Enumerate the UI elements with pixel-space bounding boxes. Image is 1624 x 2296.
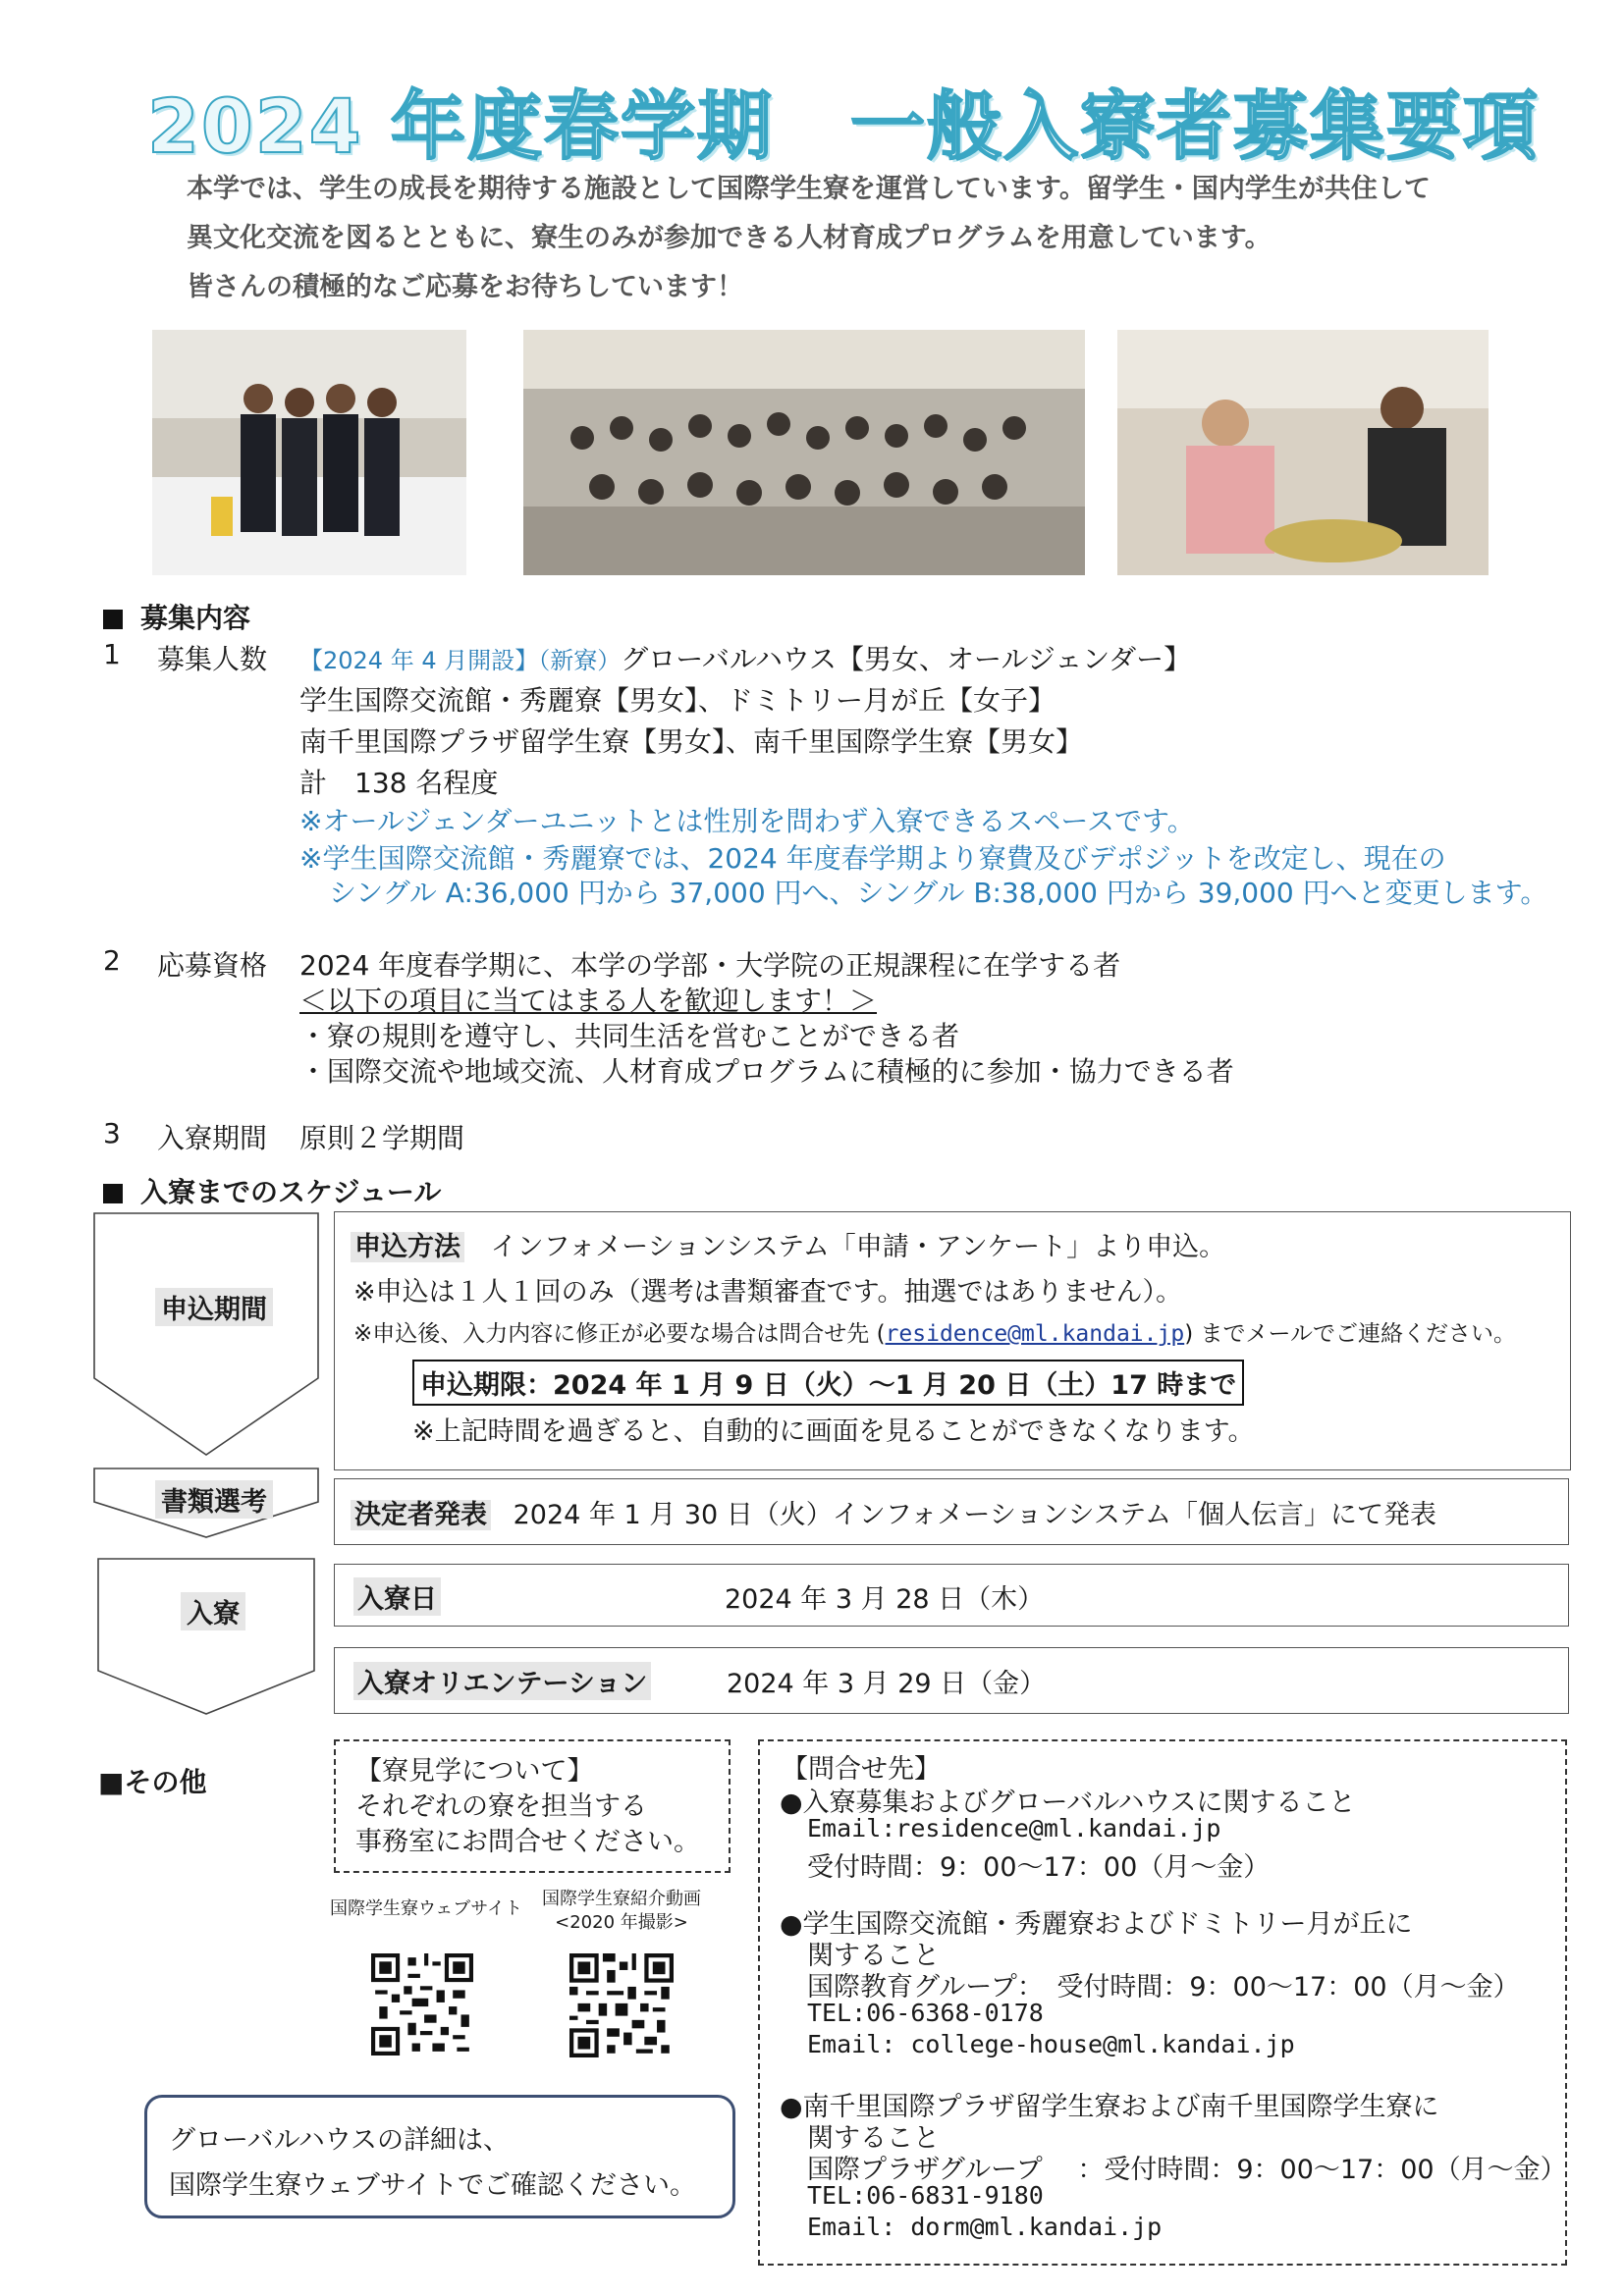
notice-line: グローバルハウスの詳細は、: [169, 2125, 510, 2156]
contact-group-heading: ●南千里国際プラザ留学生寮および南千里国際学生寮に: [780, 2092, 1439, 2122]
dorm-visit-title: 【寮見学について】: [355, 1756, 594, 1787]
page-title: 2024 年度春学期 一般入寮者募集要項: [147, 82, 1540, 170]
application-deadline: 申込期限：2024 年 1 月 9 日（火）～1 月 20 日（土）17 時まで: [412, 1360, 1244, 1406]
welcome-bullet: ・寮の規則を遵守し、共同生活を営むことができる者: [299, 1020, 960, 1052]
item3-label: 入寮期間: [157, 1122, 268, 1154]
schedule-heading: 入寮までのスケジュール: [103, 1171, 441, 1210]
contact-group-heading: ●入寮募集およびグローバルハウスに関すること: [780, 1788, 1356, 1818]
new-dorm-tag: 【2024 年 4 月開設】（新寮）: [299, 647, 622, 674]
intro-line: 皆さんの積極的なご応募をお待ちしています！: [187, 272, 743, 302]
qr-code-website-icon[interactable]: [371, 1953, 473, 2056]
college-house-email[interactable]: Email: college-house@ml.kandai.jp: [807, 2030, 1295, 2058]
notice-line: 国際学生寮ウェブサイトでご確認ください。: [169, 2170, 697, 2201]
photo-cooking: [1117, 330, 1489, 575]
welcome-bullet: ・国際交流や地域交流、人材育成プログラムに積極的に参加・協力できる者: [299, 1055, 1234, 1088]
dorm-tel: TEL:06-6831-9180: [807, 2181, 1044, 2210]
qr-video-label: 国際学生寮紹介動画: [542, 1889, 701, 1909]
contact-group-heading-cont: 関すること: [807, 1941, 940, 1971]
contact-title: 【問合せ先】: [782, 1754, 941, 1785]
square-bullet-icon: [103, 610, 123, 629]
intro-line: 異文化交流を図るとともに、寮生のみが参加できる人材育成プログラムを用意しています。: [187, 223, 1272, 253]
one-application-note: ※申込は１人１回のみ（選考は書類審査です。抽選ではありません）。: [353, 1277, 1182, 1308]
residence-email[interactable]: Email:residence@ml.kandai.jp: [807, 1814, 1221, 1842]
orientation-label: 入寮オリエンテーション: [353, 1662, 651, 1700]
item1-total: 計 138 名程度: [299, 767, 499, 799]
intro-line: 本学では、学生の成長を期待する施設として国際学生寮を運営しています。留学生・国内学生が共住して: [187, 174, 1431, 204]
eligibility-text: 2024 年度春学期に、本学の学部・大学院の正規課程に在学する者: [299, 949, 1121, 982]
dorm-visit-line: 事務室にお問合せください。: [355, 1827, 700, 1857]
college-house-tel: TEL:06-6368-0178: [807, 1999, 1044, 2027]
residence-email-link[interactable]: residence@ml.kandai.jp: [885, 1321, 1185, 1347]
intl-plaza-group: 国際プラザグループ ：受付時間：9：00～17：00（月～金）: [807, 2155, 1567, 2185]
dorm-visit-line: それぞれの寮を担当する: [355, 1791, 647, 1822]
stage-document-screening: 書類選考: [155, 1480, 273, 1519]
fee-change-note-2: シングル A:36,000 円から 37,000 円へ、シングル B:38,000 円から 39,000 円へと変更します。: [329, 877, 1548, 909]
intl-education-group: 国際教育グループ： 受付時間：9：00～17：00（月～金）: [807, 1972, 1520, 2002]
item1-line3: 南千里国際プラザ留学生寮【男女】、南千里国際学生寮【男女】: [299, 725, 1084, 758]
orientation-value: 2024 年 3 月 29 日（金）: [727, 1669, 1047, 1699]
other-heading: ■その他: [98, 1766, 207, 1798]
qr-website-label: 国際学生寮ウェブサイト: [330, 1898, 523, 1919]
contact-group-heading: ●学生国際交流館・秀麗寮およびドミトリー月が丘に: [780, 1909, 1413, 1940]
item1-number: 1: [103, 638, 121, 670]
dorm-email[interactable]: Email: dorm@ml.kandai.jp: [807, 2213, 1163, 2241]
item3-number: 3: [103, 1117, 121, 1149]
square-bullet-icon: [103, 1184, 123, 1203]
residence-period: 原則２学期間: [299, 1122, 465, 1154]
item1-label: 募集人数: [157, 643, 268, 675]
reception-hours: 受付時間：9：00～17：00（月～金）: [807, 1852, 1271, 1883]
recruitment-heading: 募集内容: [103, 597, 250, 636]
announcement-label: 決定者発表: [351, 1500, 491, 1530]
photo-group: [523, 330, 1085, 575]
qr-video-sublabel: <2020 年撮影>: [555, 1912, 688, 1933]
item1-line1: 【2024 年 4 月開設】（新寮）グローバルハウス【男女、オールジェンダー】: [299, 643, 1192, 675]
deadline-note: ※上記時間を過ぎると、自動的に画面を見ることができなくなります。: [412, 1416, 1255, 1447]
move-in-day-label: 入寮日: [353, 1577, 441, 1616]
all-gender-note: ※オールジェンダーユニットとは性別を問わず入寮できるスペースです。: [299, 805, 1195, 837]
move-in-day-value: 2024 年 3 月 28 日（木）: [725, 1584, 1045, 1615]
method-label: 申込方法: [351, 1232, 464, 1262]
item1-line2: 学生国際交流館・秀麗寮【男女】、ドミトリー月が丘【女子】: [299, 684, 1056, 717]
application-method: 申込方法 インフォメーションシステム「申請・アンケート」より申込。: [351, 1225, 1225, 1263]
stage-move-in: 入寮: [181, 1592, 245, 1630]
item2-label: 応募資格: [157, 949, 268, 982]
item2-number: 2: [103, 944, 121, 977]
correction-note: ※申込後、入力内容に修正が必要な場合は問合せ先 (residence@ml.kandai.jp) までメールでご連絡ください。: [353, 1321, 1517, 1347]
welcome-heading: ＜以下の項目に当てはまる人を歓迎します！＞: [299, 985, 878, 1017]
photo-students-suits: [152, 330, 466, 575]
qr-code-video-icon[interactable]: [569, 1953, 674, 2057]
intro-text: [187, 165, 1561, 312]
announcement: 決定者発表 2024 年 1 月 30 日（火）インフォメーションシステム「個人伝言」にて発表: [351, 1493, 1436, 1531]
stage-application-period: 申込期間: [155, 1288, 273, 1326]
contact-group-heading-cont: 関すること: [807, 2123, 940, 2154]
fee-change-note: ※学生国際交流館・秀麗寮では、2024 年度春学期より寮費及びデポジットを改定し、現在の: [299, 842, 1446, 875]
